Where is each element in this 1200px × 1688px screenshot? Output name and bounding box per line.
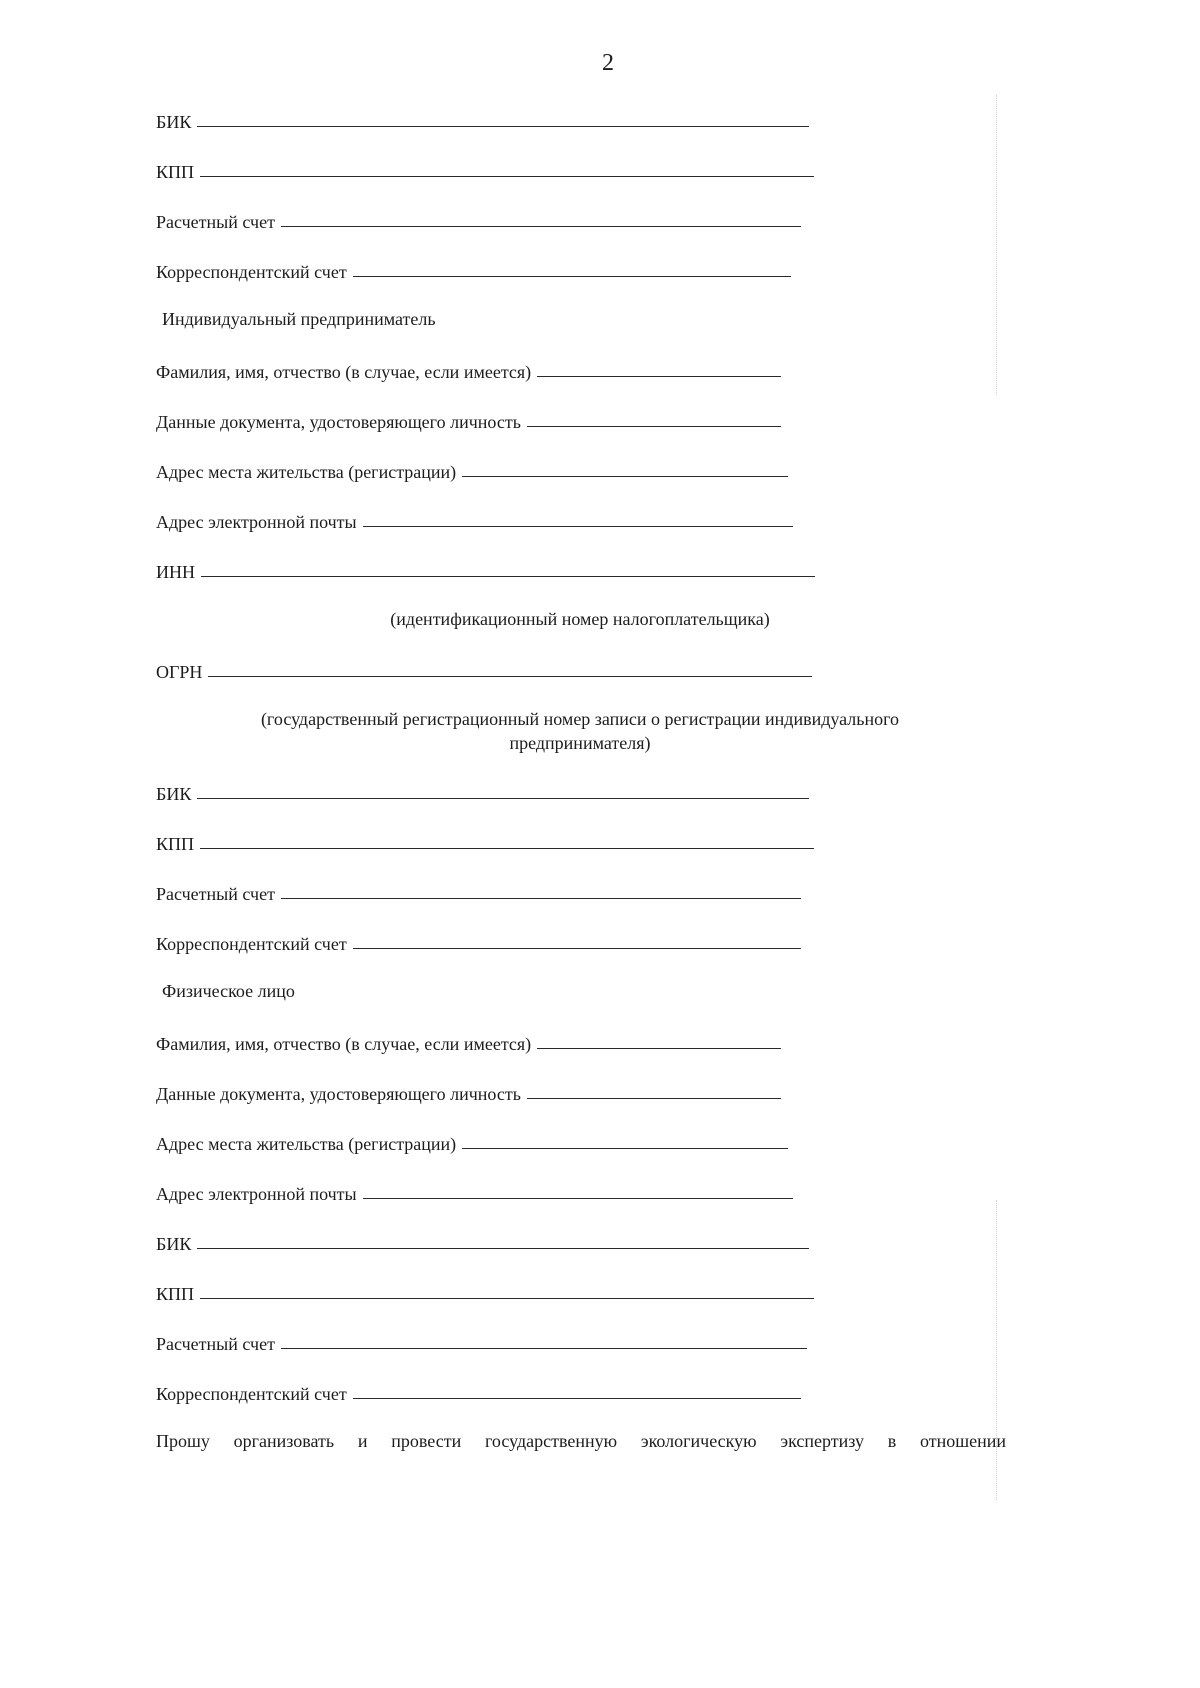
id-document-input-line[interactable] <box>527 1098 781 1099</box>
settlement-account-input-line[interactable] <box>281 898 801 899</box>
correspondent-account-input-line[interactable] <box>353 948 801 949</box>
settlement-account-field[interactable] <box>156 206 801 232</box>
kpp-input-line[interactable] <box>200 176 814 177</box>
bik-input-line[interactable] <box>197 1248 809 1249</box>
ogrn-field[interactable] <box>156 656 812 682</box>
correspondent-account-input-line[interactable] <box>353 1398 801 1399</box>
residence-address-field[interactable] <box>156 1128 788 1154</box>
settlement-account-label: Расчетный счет <box>156 884 275 904</box>
bik-input-line[interactable] <box>197 126 809 127</box>
residence-address-label: Адрес места жительства (регистрации) <box>156 462 457 482</box>
residence-address-input-line[interactable] <box>462 476 788 477</box>
full-name-label: Фамилия, имя, отчество (в случае, если имеется) <box>156 1034 532 1054</box>
id-document-label: Данные документа, удостоверяющего личность <box>156 412 521 432</box>
settlement-account-label: Расчетный счет <box>156 212 275 232</box>
inn-input-line[interactable] <box>201 576 815 577</box>
kpp-input-line[interactable] <box>200 848 814 849</box>
correspondent-account-field[interactable] <box>156 928 801 954</box>
email-label: Адрес электронной почты <box>156 512 357 532</box>
settlement-account-input-line[interactable] <box>281 1348 807 1349</box>
residence-address-field[interactable] <box>156 456 788 482</box>
id-document-label: Данные документа, удостоверяющего личность <box>156 1084 521 1104</box>
residence-address-label: Адрес места жительства (регистрации) <box>156 1134 457 1154</box>
correspondent-account-field[interactable] <box>156 1378 801 1404</box>
email-field[interactable] <box>156 506 793 532</box>
settlement-account-label: Расчетный счет <box>156 1334 275 1354</box>
kpp-field[interactable] <box>156 828 814 854</box>
bik-label: БИК <box>156 1234 192 1254</box>
ogrn-label: ОГРН <box>156 662 203 682</box>
correspondent-account-label: Корреспондентский счет <box>156 934 347 954</box>
bik-field[interactable] <box>156 1228 809 1254</box>
bik-label: БИК <box>156 784 192 804</box>
kpp-label: КПП <box>156 834 195 854</box>
bik-input-line[interactable] <box>197 798 809 799</box>
correspondent-account-input-line[interactable] <box>353 276 791 277</box>
kpp-label: КПП <box>156 1284 195 1304</box>
settlement-account-field[interactable] <box>156 1328 807 1354</box>
email-label: Адрес электронной почты <box>156 1184 357 1204</box>
full-name-input-line[interactable] <box>537 1048 781 1049</box>
ogrn-note-line-2: предпринимателя) <box>509 733 651 753</box>
email-field[interactable] <box>156 1178 793 1204</box>
email-input-line[interactable] <box>363 1198 793 1199</box>
settlement-account-field[interactable] <box>156 878 801 904</box>
kpp-input-line[interactable] <box>200 1298 814 1299</box>
correspondent-account-label: Корреспондентский счет <box>156 1384 347 1404</box>
id-document-input-line[interactable] <box>527 426 781 427</box>
full-name-field[interactable] <box>156 356 781 382</box>
individual-entrepreneur-heading: Индивидуальный предприниматель <box>162 309 436 329</box>
bik-field[interactable] <box>156 778 809 804</box>
full-name-field[interactable] <box>156 1028 781 1054</box>
id-document-field[interactable] <box>156 406 781 432</box>
inn-field[interactable] <box>156 556 815 582</box>
correspondent-account-label: Корреспондентский счет <box>156 262 347 282</box>
kpp-label: КПП <box>156 162 195 182</box>
kpp-field[interactable] <box>156 1278 814 1304</box>
settlement-account-input-line[interactable] <box>281 226 801 227</box>
full-name-input-line[interactable] <box>537 376 781 377</box>
email-input-line[interactable] <box>363 526 793 527</box>
inn-note: (идентификационный номер налогоплательщика) <box>390 609 770 629</box>
full-name-label: Фамилия, имя, отчество (в случае, если имеется) <box>156 362 532 382</box>
id-document-field[interactable] <box>156 1078 781 1104</box>
page-number: 2 <box>602 50 614 76</box>
ogrn-input-line[interactable] <box>208 676 812 677</box>
natural-person-heading: Физическое лицо <box>162 981 295 1001</box>
bik-label: БИК <box>156 112 192 132</box>
margin-dots <box>996 95 998 395</box>
ogrn-note-line-1: (государственный регистрационный номер записи о регистрации индивидуального <box>260 709 900 729</box>
margin-dots <box>996 1200 998 1500</box>
request-paragraph: Прошу организовать и провести государственную экологическую экспертизу в отношении <box>156 1431 1006 1451</box>
residence-address-input-line[interactable] <box>462 1148 788 1149</box>
bik-field[interactable] <box>156 106 809 132</box>
correspondent-account-field[interactable] <box>156 256 791 282</box>
inn-label: ИНН <box>156 562 195 582</box>
kpp-field[interactable] <box>156 156 814 182</box>
